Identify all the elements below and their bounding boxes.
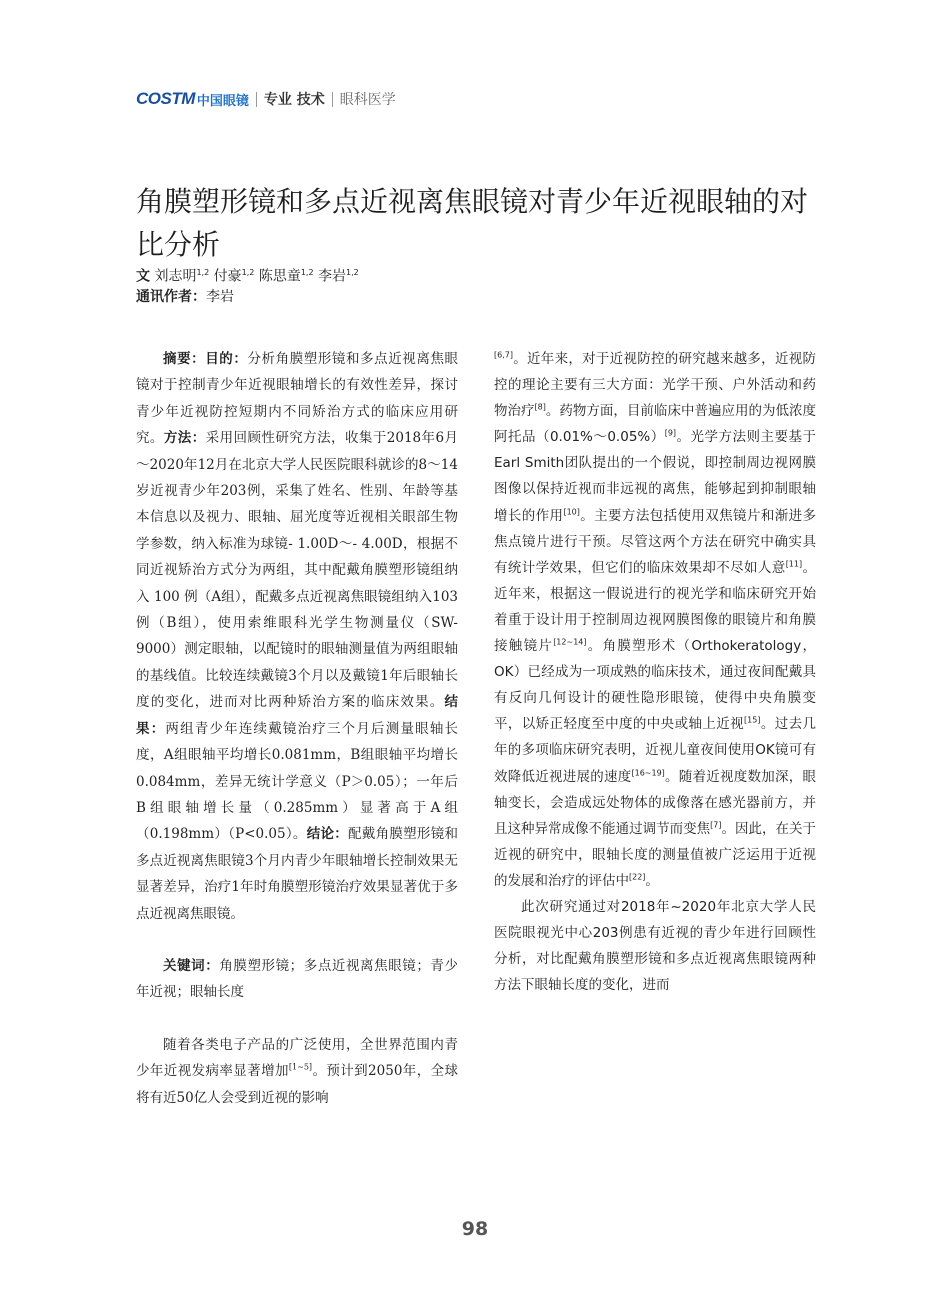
method-label: 方法： — [163, 430, 206, 447]
keywords-label: 关键词： — [163, 957, 220, 974]
citation: [11] — [785, 559, 803, 569]
citation: [7] — [710, 820, 722, 830]
purpose-label: 目的： — [205, 351, 248, 367]
keywords — [136, 953, 458, 1006]
result-label: 结果： — [136, 694, 458, 737]
body-text: 。预计到2050年，全球将有近50亿人会受到近视的影响 — [136, 1063, 459, 1106]
author-affiliation: 1,2 — [241, 268, 255, 277]
author-affiliation: 1,2 — [196, 268, 210, 277]
keywords-text: 角膜塑形镜；多点近视离焦眼镜；青少年近视；眼轴长度 — [136, 957, 459, 1001]
author-prefix: 文 — [136, 268, 150, 285]
corresponding-label: 通讯作者： — [136, 289, 206, 305]
body-text: 。近年来，对于近视防控的研究越来越多，近视防控的理论主要有三大方面：光学干预、户外活动和药物治疗 — [494, 351, 816, 420]
citation: [8] — [534, 402, 546, 412]
header-divider — [332, 92, 333, 107]
body-text: 。随着近视度数加深，眼轴变长，会造成远处物体的成像落在感光器前方，并且这种异常成像不能通过调节而变焦 — [494, 768, 817, 837]
body-text: 。 — [645, 872, 659, 889]
page-number: 98 — [461, 1218, 489, 1240]
citation: [16~19] — [631, 768, 665, 777]
corresponding-author — [136, 287, 234, 307]
body-paragraph-2: 此次研究通过对2018年~2020年北京大学人民医院眼视光中心203例患有近视的青少年进行回顾性分析，对比配戴角膜塑形镜和多点近视离焦眼镜两种方法下眼轴长度的变化，进而 — [494, 898, 816, 994]
body-text: 。光学方法则主要基于Earl Smith团队提出的一个假说，即控制周边视网膜图像以保持近视而非远视的离焦，能够起到抑制眼轴增长的作用 — [494, 429, 816, 524]
citation: [1~5] — [288, 1062, 313, 1072]
author-name: 李岩 — [318, 268, 347, 285]
result-text: 两组青少年连续戴镜治疗三个月后测量眼轴长度，A组眼轴平均增长0.081mm，B组眼轴平均增长0.084mm，差异无统计学意义（P＞0.05）；一年后B组眼轴增长量（0.285mm）显著高于A组（0.198mm）（P<0.05）。 — [136, 720, 459, 843]
body-text: 。因此，在关于近视的研究中，眼轴长度的测量值被广泛运用于近视的发展和治疗的评估中 — [494, 820, 817, 889]
subsection-tag: 眼科医学 — [339, 92, 396, 108]
conclusion-label: 结论： — [306, 826, 349, 843]
author-line — [136, 263, 359, 287]
method-text: 采用回顾性研究方法，收集于2018年6月～2020年12月在北京大学人民医院眼科就诊的8～14岁近视青少年203例，采集了姓名、性别、年龄等基本信息以及视力、眼轴、屈光度等近视相关眼部生物学参数，纳入标准为球镜- 1.00D～- 4.00D，根据不同近视矫治方式分为两组，其中配戴角膜塑形镜组纳入 100 例（A组），配戴多点近视离焦眼镜组纳入103 例（B组），使用索维眼科光学生物测量仪（SW- 9000）测定眼轴，以配镜时的眼轴测量值为两组眼轴的基线值。比较连续戴镜3个月以及戴镜1年后眼轴长度的变化，进而对比两种矫治方案的临床效果。 — [136, 430, 459, 711]
citation: [12~14] — [553, 637, 587, 647]
right-column — [494, 346, 816, 998]
author-name: 刘志明 — [154, 268, 197, 285]
journal-header — [136, 88, 396, 110]
abstract — [136, 346, 458, 927]
citation: [10] — [563, 507, 580, 517]
corresponding-name: 李岩 — [206, 289, 234, 305]
header-divider — [256, 92, 257, 107]
citation: [15] — [744, 715, 761, 725]
author-name: 陈思童 — [258, 268, 301, 285]
section-tag: 专业 技术 — [263, 92, 325, 108]
author-name: 付豪 — [213, 268, 242, 285]
abstract-label: 摘要： — [163, 351, 206, 367]
body-text: 。近年来，根据这一假说进行的视光学和临床研究开始着重于设计用于控制周边视网膜图像的眼镜片和角膜接触镜片 — [494, 559, 816, 655]
citation: [6,7] — [494, 350, 513, 360]
body-text: 。角膜塑形术（Orthokeratology，OK）已经成为一项成熟的临床技术，通过夜间配戴具有反向几何设计的硬性隐形眼镜，使得中央角膜变平，以矫正轻度至中度的中央或轴上近视 — [494, 638, 817, 733]
body-text: 随着各类电子产品的广泛使用，全世界范围内青少年近视发病率显著增加 — [136, 1036, 458, 1080]
author-affiliation: 1,2 — [346, 268, 359, 277]
left-column — [136, 346, 458, 1111]
author-affiliation: 1,2 — [300, 268, 314, 277]
purpose-text: 分析角膜塑形镜和多点近视离焦眼镜对于控制青少年近视眼轴增长的有效性差异，探讨青少年近视防控短期内不同矫治方式的临床应用研究。 — [136, 351, 459, 447]
conclusion-text: 配戴角膜塑形镜和多点近视离焦眼镜3个月内青少年眼轴增长控制效果无显著差异，治疗1年时角膜塑形镜治疗效果显著优于多点近视离焦眼镜。 — [136, 826, 458, 922]
body-paragraph-1 — [136, 1032, 458, 1111]
citation: [22] — [629, 872, 646, 882]
body-text: 。主要方法包括使用双焦镜片和渐进多焦点镜片进行干预。尽管这两个方法在研究中确实具有统计学效果，但它们的临床效果却不尽如人意 — [494, 507, 817, 576]
journal-logo: COSTM — [136, 89, 195, 108]
citation: [9] — [664, 428, 677, 438]
body-text: 。过去几年的多项临床研究表明，近视儿童夜间使用OK镜可有效降低近视进展的速度 — [494, 716, 817, 785]
journal-logo-cn: 中国眼镜 — [196, 93, 249, 109]
body-paragraph-1-continued — [494, 346, 816, 894]
article-title: 角膜塑形镜和多点近视离焦眼镜对青少年近视眼轴的对比分析 — [136, 185, 809, 261]
body-text: 。药物方面，目前临床中普遍应用的为低浓度阿托品（0.01%～0.05%） — [494, 403, 817, 446]
